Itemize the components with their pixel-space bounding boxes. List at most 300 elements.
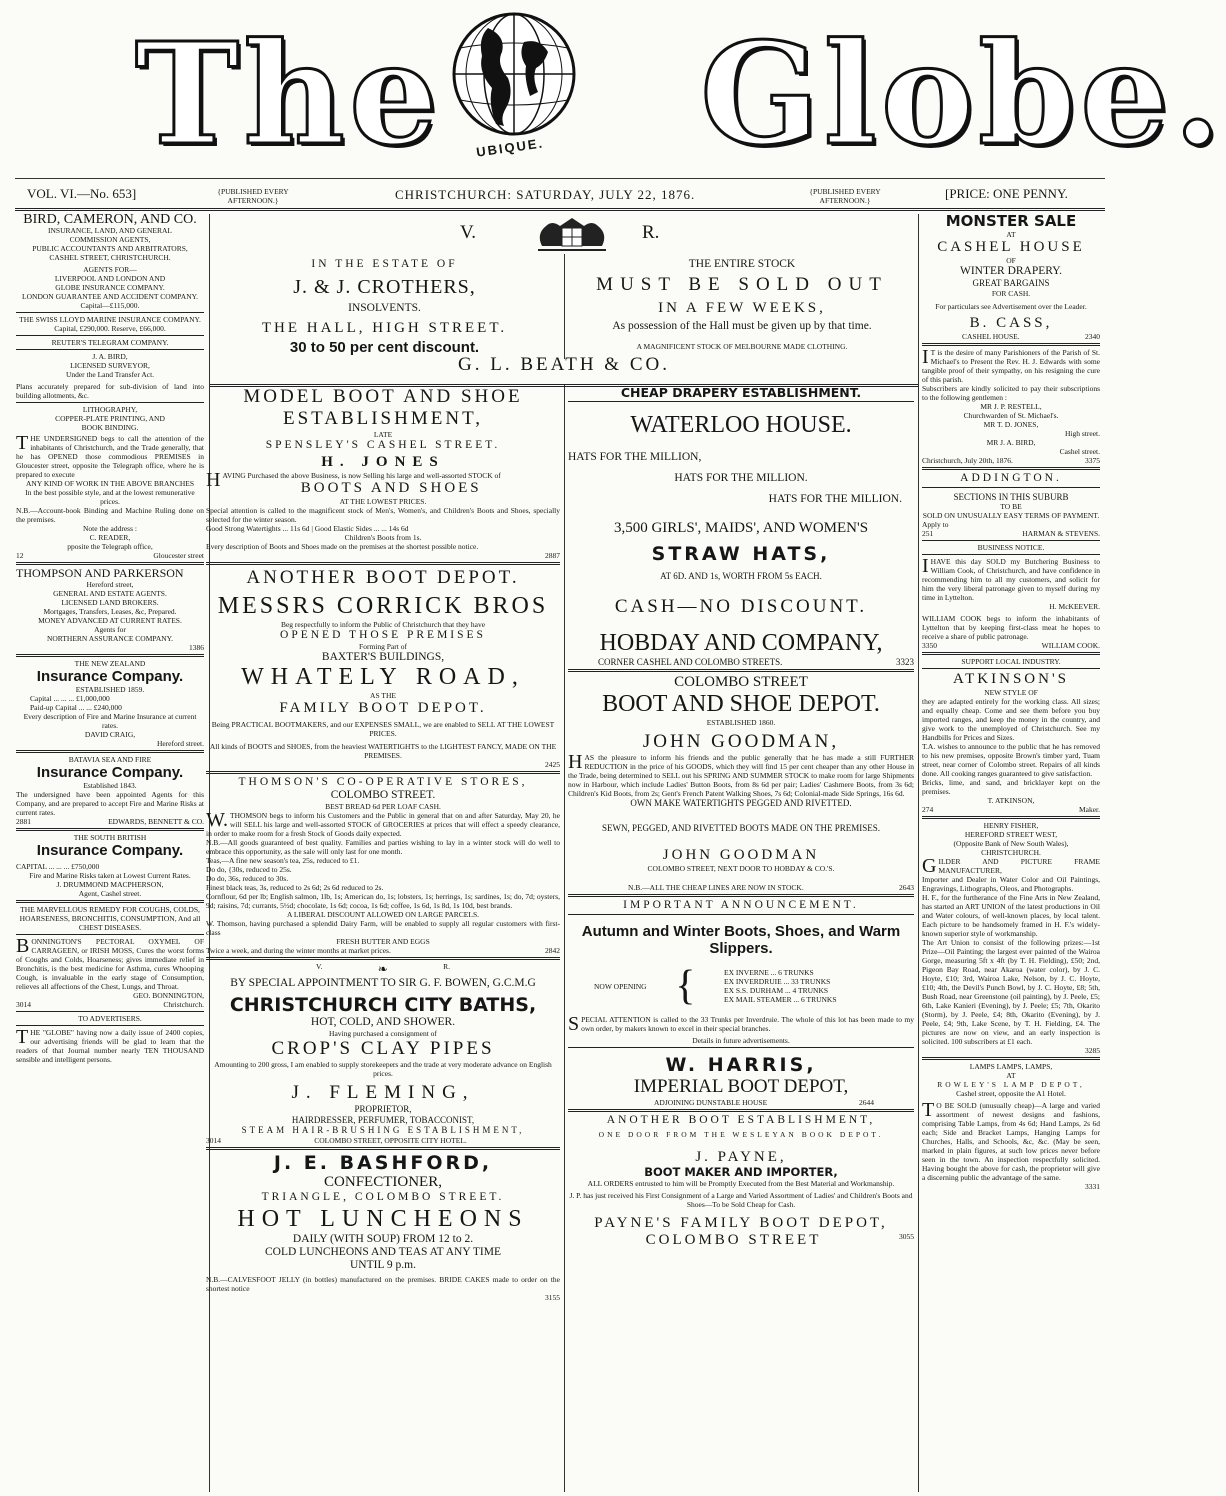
- cheap-lines-note: N.B.—ALL THE CHEAP LINES ARE NOW IN STOCK.: [628, 883, 804, 892]
- christchurch-date: Christchurch, July 20th, 1876.: [922, 455, 1013, 465]
- divider: [16, 750, 204, 753]
- all-kinds-boots: All kinds of BOOTS and SHOES, from the heaviest WATERTIGHTS to the LIGHTEST FANCY, MADE ON THE PREMISES.: [209, 742, 557, 760]
- ad-number: 251: [922, 529, 934, 538]
- at-label-2: AT: [1006, 1071, 1016, 1080]
- thomson-footer: [206, 946, 560, 955]
- column-1: [16, 213, 204, 1064]
- j-e-bashford: J. E. BASHFORD,: [273, 1151, 493, 1174]
- late-label: LATE: [373, 430, 393, 439]
- vr-v: V.: [316, 962, 323, 971]
- divider: [206, 1147, 560, 1150]
- jp-has-received: J. P. has just received his First Consignment of a Large and Varied Assortment of Ladies' and Children's Boots and Shoes—To be Sold Cheap for Cash.: [569, 1191, 913, 1209]
- colombo-street-heading: COLOMBO STREET: [674, 674, 808, 690]
- money-advanced: MONEY ADVANCED AT CURRENT RATES.: [38, 616, 182, 625]
- beath-and-co: G. L. BEATH & CO.: [458, 354, 670, 375]
- swiss-lloyd: THE SWISS LLOYD MARINE INSURANCE COMPANY.: [19, 315, 201, 324]
- adjoining-dunstable: ADJOINING DUNSTABLE HOUSE: [654, 1098, 768, 1107]
- special-attention: Special attention is called to the magnificent stock of Men's, Women's, and Children's Boots and Shoes, specially selected for the winter season.: [206, 506, 560, 524]
- ad-number: 3014: [16, 1000, 31, 1009]
- divider: [568, 1109, 914, 1112]
- sewn-pegged: SEWN, PEGGED, AND RIVETTED BOOTS MADE ON THE PREMISES.: [601, 822, 881, 833]
- family-boot-depot: FAMILY BOOT DEPOT.: [279, 700, 487, 716]
- dateline: [15, 181, 1105, 207]
- to-advertisers: TO ADVERTISERS.: [78, 1014, 142, 1023]
- to-be: TO BE: [1000, 502, 1022, 511]
- now-opening: NOW OPENING: [594, 981, 647, 991]
- divider: [922, 1057, 1100, 1060]
- mortgages: Mortgages, Transfers, Leases, &c, Prepared.: [43, 607, 177, 616]
- entire-stock: THE ENTIRE STOCK: [688, 258, 796, 270]
- cashel-house-2: CASHEL HOUSE.: [962, 331, 1020, 341]
- triangle-colombo: TRIANGLE, COLOMBO STREET.: [261, 1190, 505, 1203]
- bonnington-footer: [16, 1000, 204, 1009]
- divider: [922, 467, 1100, 470]
- cornflour-list: Cornflour, 6d per lb; English salmon, 1lb, 1s; American do, 1s; lobsters, 1s; herrings, 1s; sardines, 1s; do, 7d; oysters, 9d; raisins, 7d; currants, 5½d; chocolate, 1s 6d; cocoa, 1s 6d; coffee, 1s 6d, 1s 8d, 1s 10d, best brands.: [206, 892, 560, 910]
- divider: [16, 828, 204, 831]
- another-boot-establishment: ANOTHER BOOT ESTABLISHMENT,: [606, 1114, 876, 1126]
- ad-number: 2644: [859, 1098, 874, 1107]
- trunk-line: EX S.S. DURHAM ... 4 TRUNKS: [724, 986, 829, 995]
- mckeever-sign: H. McKEEVER.: [1049, 602, 1100, 611]
- column-rule-3: [918, 214, 919, 1492]
- melbourne-clothing: A MAGNIFICENT STOCK OF MELBOURNE MADE CLOTHING.: [636, 342, 848, 351]
- one-door-wesleyan: ONE DOOR FROM THE WESLEYAN BOOK DEPOT.: [598, 1130, 884, 1139]
- atkinsons: ATKINSON'S: [952, 671, 1070, 687]
- divider: [206, 562, 560, 565]
- ad-number: 1386: [189, 643, 204, 652]
- churchwarden: Churchwarden of St. Michael's.: [963, 410, 1059, 420]
- hats-line-1: HATS FOR THE MILLION,: [568, 451, 702, 463]
- having-purchased: Having purchased a consignment of: [329, 1029, 437, 1038]
- maker: Maker.: [1078, 805, 1100, 814]
- edwards-bennett: EDWARDS, BENNETT & CO.: [108, 817, 204, 826]
- licensed-brokers: LICENSED LAND BROKERS.: [61, 598, 159, 607]
- teas-do-2: Do do, 36s, reduced to 30s.: [206, 874, 289, 883]
- john-goodman: JOHN GOODMAN,: [642, 731, 840, 752]
- st-michaels-text: IT is the desire of many Parishioners of the Parish of St. Michael's to Present the Rev. H. J. Edwards with some tangible proof of their sympathy, on his resigning the cure of this parish.: [922, 345, 1100, 384]
- b-cass: B. CASS,: [969, 314, 1053, 331]
- geo-bonnington: GEO. BONNINGTON,: [133, 991, 204, 1000]
- hairdresser: HAIRDRESSER, PERFUMER, TOBACCONIST,: [291, 1114, 475, 1125]
- agents-for-northern: Agents for: [94, 625, 126, 634]
- william-cook-sign: WILLIAM COOK.: [1041, 641, 1100, 650]
- must-be-sold-out: MUST BE SOLD OUT: [596, 274, 888, 295]
- divider: [568, 894, 914, 897]
- divider: [568, 401, 914, 402]
- waterloo-house: WATERLOO HOUSE.: [630, 412, 852, 438]
- bird-line-2: COMMISSION AGENTS,: [69, 235, 151, 244]
- ad-number: 3055: [898, 1232, 914, 1241]
- td-jones: MR T. D. JONES,: [983, 419, 1039, 429]
- lithography: LITHOGRAPHY,: [82, 405, 138, 414]
- colombo-street-payne: COLOMBO STREET: [645, 1232, 822, 1248]
- ad-number: 2425: [545, 760, 560, 769]
- marvellous-remedy: THE MARVELLOUS REMEDY FOR COUGHS, COLDS, HOARSENESS, BRONCHITIS, CONSUMPTION, And all CHEST DISEASES.: [19, 905, 201, 932]
- john-goodman-2: JOHN GOODMAN: [662, 847, 820, 863]
- discount-line: 30 to 50 per cent discount.: [289, 339, 480, 356]
- ad-number: 2643: [899, 883, 914, 892]
- rowleys-lamp-depot: ROWLEY'S LAMP DEPOT,: [937, 1080, 1085, 1089]
- agents-line-3: LONDON GUARANTEE AND ACCIDENT COMPANY.: [22, 292, 198, 301]
- particulars: For particulars see Advertisement over the Leader.: [935, 301, 1087, 311]
- gloucester-street: Gloucester street: [153, 551, 204, 560]
- reuters-telegram: REUTER'S TELEGRAM COMPANY.: [51, 338, 169, 347]
- any-kind-work: ANY KIND OF WORK IN THE ABOVE BRANCHES: [26, 479, 194, 488]
- trunk-line: EX INVERDRUIE ... 33 TRUNKS: [724, 977, 831, 986]
- j-fleming: J. FLEMING,: [291, 1082, 475, 1103]
- calvesfoot-jelly: N.B.—CALVESFOOT JELLY (in bottles) manufactured on the premises. BRIDE CAKES made to order on the shortest notice: [206, 1274, 560, 1293]
- important-announcement: IMPORTANT ANNOUNCEMENT.: [623, 899, 859, 911]
- divider: [922, 554, 1100, 555]
- divider: [16, 1025, 204, 1026]
- published-left: {PUBLISHED EVERY AFTERNOON.}: [217, 187, 289, 205]
- ad-number: 3014: [206, 1135, 221, 1145]
- at-6d: AT 6D. AND 1s, WORTH FROM 5s EACH.: [660, 571, 822, 581]
- cashel-house: CASHEL HOUSE: [937, 239, 1085, 255]
- bird-cameron-title: BIRD, CAMERON, AND CO.: [23, 212, 197, 227]
- boot-and-shoe-depot: BOOT AND SHOE DEPOT.: [602, 691, 880, 717]
- vr-r: R.: [642, 222, 660, 243]
- girls-maids-women: 3,500 GIRLS', MAIDS', AND WOMEN'S: [613, 520, 869, 536]
- plans-text: Plans accurately prepared for sub-division of land into building allotments, &c.: [16, 382, 204, 400]
- masthead-word-globe: Globe.: [700, 13, 1226, 177]
- agents-line-4: Capital—£115,000.: [80, 301, 140, 310]
- column-3: [568, 386, 914, 1249]
- dateline-place-date: CHRISTCHURCH: SATURDAY, JULY 22, 1876.: [395, 187, 696, 202]
- the-hall-high-street: THE HALL, HIGH STREET.: [261, 320, 508, 336]
- hf-text: H. F., for the furtherance of the Fine Arts in New Zealand, has started an ART UNION of the latest productions in Oil and Water colours, of well-known places, by local talent. Each picture to be handsomely framed in H. F.'s widely-known superior style of workmanship.: [922, 893, 1100, 938]
- south-british-label: THE SOUTH BRITISH: [73, 833, 147, 842]
- established-1843: Established 1843.: [83, 781, 137, 790]
- column-4: [922, 213, 1100, 1191]
- boots-and-shoes: BOOTS AND SHOES: [300, 480, 482, 496]
- of-label: OF: [1006, 256, 1016, 265]
- established-1859: ESTABLISHED 1859.: [75, 685, 145, 694]
- ad-number: 2842: [545, 946, 560, 955]
- goodman-text: HAS the pleasure to inform his friends and the public generally that he has made a still FURTHER REDUCTION in the price of his GOODS, which they will find 15 per cent cheaper than any other House in the Trade, being determined to SELL out his SPRING AND SUMMER STOCK to make room for large Shipments now in Harbour, which include Ladies' Button Boots, from 8s 6d per pair; Ladies' Cashmere Boots, from 3s 6d; Children's Kid Boots, from 2s; Gent's French Patent Walking Shoes, 7s 6d; Colonial-made Side Springs, 16s 6d.: [568, 751, 914, 798]
- winter-drapery: WINTER DRAPERY.: [959, 265, 1063, 277]
- masthead-motto: UBIQUE.: [475, 135, 545, 160]
- divider: [568, 914, 914, 915]
- bricks-text: Bricks, lime, and sand, and bricklayer kept on the premises.: [922, 778, 1100, 796]
- good-strong: Good Strong Watertights ... 11s 6d | Good Elastic Sides ... ... 14s 6d: [206, 524, 409, 533]
- undersigned-text: THE UNDERSIGNED begs to call the attention of the inhabitants of Christchurch, and the Trade generally, that he has OPENED those commodious PREMISES in Gloucester street, opposite the Telegraph office, where he is prepared to execute: [16, 432, 204, 479]
- childrens-boots: Children's Boots from 1s.: [344, 533, 422, 542]
- until-9pm: UNTIL 9 p.m.: [349, 1258, 416, 1271]
- vr-v: V.: [460, 222, 477, 243]
- trunks-list: [724, 968, 914, 1004]
- ad-number: 2887: [545, 551, 560, 560]
- amounting: Amounting to 200 gross, I am enabled to supply storekeepers and the trade at very moderate advance on English prices.: [214, 1060, 552, 1078]
- dateline-rule-top: [15, 178, 1105, 179]
- batavia-label: BATAVIA SEA AND FIRE: [68, 755, 152, 764]
- ad-number: 3375: [1085, 455, 1100, 465]
- in-the-estate: IN THE ESTATE OF: [311, 258, 458, 270]
- ad-number: 12: [16, 551, 24, 560]
- divider: [922, 652, 1100, 655]
- batavia-footer: [16, 817, 204, 826]
- importer-text: Importer and Dealer in Water Color and Oil Paintings, Engravings, Lithographs, Oleos, and Photographs.: [922, 875, 1100, 893]
- great-bargains: GREAT BARGAINS: [972, 278, 1050, 288]
- next-door-hobday: COLOMBO STREET, NEXT DOOR TO HOBDAY & CO.'S.: [647, 864, 835, 873]
- divider: [568, 1047, 914, 1048]
- hereford-street: Hereford street,: [86, 580, 134, 589]
- mckeever-text: IHAVE this day SOLD my Butchering Business to William Cook, of Christchurch, and have confidence in recommending him to all my customers, and solicit for him the very liberal patronage given to myself during my time in Lyttelton.: [922, 555, 1100, 602]
- masthead-word-the: The: [135, 13, 443, 177]
- lamps-heading: LAMPS LAMPS, LAMPS,: [969, 1062, 1053, 1071]
- hot-cold-shower: HOT, COLD, AND SHOWER.: [310, 1016, 456, 1028]
- divider: [568, 669, 914, 672]
- masthead: [0, 0, 1226, 178]
- proprietor: PROPRIETOR,: [354, 1104, 412, 1114]
- another-boot-depot: ANOTHER BOOT DEPOT.: [246, 567, 520, 588]
- christchurch: Christchurch.: [163, 1000, 204, 1009]
- sections-suburb: SECTIONS IN THIS SUBURB: [953, 491, 1069, 502]
- agents-line-1: LIVERPOOL AND LONDON AND: [54, 274, 166, 283]
- volume-number: VOL. VI.—No. 653]: [27, 186, 137, 201]
- trunk-line: EX MAIL STEAMER ... 6 TRUNKS: [724, 995, 837, 1004]
- book-binding: BOOK BINDING.: [81, 423, 139, 432]
- hot-luncheons: HOT LUNCHEONS: [237, 1205, 529, 1232]
- batavia-text: The undersigned have been appointed Agents for this Company, and are prepared to accept Fire and Marine Risks at current rates.: [16, 790, 204, 817]
- land-transfer: Under the Land Transfer Act.: [65, 370, 155, 379]
- liberal-discount: A LIBERAL DISCOUNT ALLOWED ON LARGE PARCELS.: [286, 910, 480, 919]
- j-payne: J. PAYNE,: [695, 1149, 787, 1165]
- insolvents: INSOLVENTS.: [348, 302, 421, 314]
- crothers-name: J. & J. CROTHERS,: [293, 276, 476, 298]
- brace-icon: {: [675, 963, 696, 1009]
- colombo-street: COLOMBO STREET.: [330, 789, 436, 801]
- new-zealand-label: THE NEW ZEALAND: [74, 659, 146, 668]
- david-craig: DAVID CRAIG,: [84, 730, 136, 739]
- in-a-few-weeks: IN A FEW WEEKS,: [658, 300, 826, 316]
- bonnington-text: BONNINGTON'S PECTORAL OXYMEL OF CARRAGEEN, or IRISH MOSS, Cures the worst forms of Coughs and Colds, Hoarseness; gives immediate relief in Bronchitis, is the best medicine for Asthma, cures Whooping Cough, is invaluable in the early stage of Consumption, relieves all affections of the Chest, Lungs, and Throat.: [16, 935, 204, 991]
- vr-r: R.: [443, 962, 450, 971]
- licensed-surveyor: LICENSED SURVEYOR,: [70, 361, 150, 370]
- paid-up-line: Paid-up Capital ... ... £240,000: [30, 703, 122, 712]
- divider: [16, 654, 204, 657]
- agent-cashel: Agent, Cashel street.: [78, 889, 142, 898]
- model-boot-heading: MODEL BOOT AND SHOE: [243, 386, 523, 407]
- baxters-buildings: BAXTER'S BUILDINGS,: [321, 651, 445, 663]
- beg-respectfully: Beg respectfully to inform the Public of Christchurch that they have: [280, 620, 486, 629]
- support-local: SUPPORT LOCAL INDUSTRY.: [961, 657, 1061, 666]
- insurance-company-heading: Insurance Company.: [36, 842, 184, 859]
- agents-for-label: AGENTS FOR—: [83, 265, 137, 274]
- atkinson-text: they are adapted entirely for the working class. All sizes; and equally cheap. Come and see them before you buy imported ranges, and keep the money in the country, and give work to the unemployed of Christchurch. See my Handbills for Prices and Sizes.: [922, 697, 1100, 742]
- fire-marine: Fire and Marine Risks taken at Lowest Current Rates.: [29, 871, 191, 880]
- teas-do-1: Do do, {30s, reduced to 25s.: [206, 865, 292, 874]
- trunks-row: [568, 965, 914, 1007]
- forming-part: Forming Part of: [359, 642, 407, 651]
- globe-advert: THE "GLOBE" having now a daily issue of 2400 copies, our advertising friends will be glad to learn that the readers of that Journal number nearly TEN THOUSAND sensible and intelligent persons.: [16, 1026, 204, 1064]
- fleming-footer: [206, 1136, 560, 1145]
- establishment-heading: ESTABLISHMENT,: [282, 408, 484, 429]
- lowest-prices: AT THE LOWEST PRICES.: [339, 497, 427, 506]
- fresh-butter: FRESH BUTTER AND EGGS: [336, 937, 430, 946]
- divider: [206, 957, 560, 960]
- ad-number: 3155: [545, 1292, 560, 1302]
- opposite-telegraph: pposite the Telegraph office,: [67, 542, 153, 551]
- corner-cashel: CORNER CASHEL AND COLOMBO STREETS.: [598, 656, 783, 667]
- as-the: AS THE: [370, 691, 396, 700]
- jones-having: HAVING Purchased the above Business, is now Selling his large and well-assorted STOCK of: [206, 469, 501, 491]
- cashel-opposite-a1: Cashel street, opposite the A1 Hotel.: [956, 1089, 1066, 1098]
- monster-sale: MONSTER SALE: [945, 212, 1077, 230]
- capital-750: CAPITAL ... ... ... £750,000: [16, 862, 100, 871]
- t-atkinson: T. ATKINSON,: [987, 796, 1035, 805]
- possession-line: As possession of the Hall must be given up by that time.: [612, 320, 872, 332]
- harman-footer: [922, 529, 1100, 538]
- thomsons-stores: THOMSON'S CO-OPERATIVE STORES,: [238, 776, 528, 788]
- ta-text: T.A. wishes to announce to the public that he has removed to his new premises, opposite Brown's timber yard, Tuam street, near corner of Colombo street. Repairs of all kinds done. All cooking ranges guaranteed to give satisfaction.: [922, 742, 1100, 778]
- divider: [922, 668, 1100, 669]
- practical-bootmakers: Being PRACTICAL BOOTMAKERS, and our EXPENSES SMALL, we are enabled to SELL AT THE LOWEST PRICES.: [211, 720, 555, 738]
- finest-black-teas: Finest black teas, 3s, reduced to 2s 6d; 2s 6d reduced to 2s.: [206, 883, 384, 892]
- payne-footer: [568, 1232, 914, 1249]
- special-appointment: BY SPECIAL APPOINTMENT TO SIR G. F. BOWEN, G.C.M.G: [230, 977, 536, 989]
- c-reader: C. READER,: [89, 533, 131, 542]
- column-2: [206, 386, 560, 1302]
- divider: [16, 934, 204, 935]
- divider: [16, 312, 204, 313]
- william-cook-text: WILLIAM COOK begs to inform the inhabitants of Lyttelton that by keeping first-class meat he hopes to receive a share of public patronage.: [922, 614, 1100, 641]
- boot-maker-importer: BOOT MAKER AND IMPORTER,: [644, 1165, 838, 1179]
- column-rule-2: [564, 385, 565, 1492]
- split-rule: [564, 254, 565, 359]
- special-attention-trunks: SPECIAL ATTENTION is called to the 33 Trunks per Inverdruie. The whole of this lot has been made to my own order, by makers known to excel in their special branches.: [568, 1013, 914, 1035]
- vr-crest-row: [206, 962, 560, 977]
- hats-line-2: HATS FOR THE MILLION.: [674, 472, 808, 484]
- thomson-nb: N.B.—All goods guaranteed of best quality. Families and parties wishing to lay in a winter stock will do well to embrace this opportunity, as the sale will only last for one month.: [206, 838, 560, 856]
- divider: [922, 540, 1100, 541]
- northern-assurance: NORTHERN ASSURANCE COMPANY.: [46, 634, 174, 643]
- colombo-opposite: COLOMBO STREET, OPPOSITE CITY HOTEL.: [314, 1135, 467, 1145]
- divider: [16, 335, 204, 336]
- price: [PRICE: ONE PENNY.: [945, 186, 1068, 201]
- trunk-line: EX INVERNE ... 6 TRUNKS: [724, 968, 814, 977]
- globe-icon: [448, 8, 580, 158]
- copper-plate: COPPER-PLATE PRINTING, AND: [55, 414, 165, 423]
- subscribers: Subscribers are kindly solicited to pay their subscriptions to the following gentlemen :: [922, 383, 1100, 402]
- harman-stevens: HARMAN & STEVENS.: [1022, 529, 1100, 538]
- ad-number: 3350: [922, 641, 937, 650]
- cashel-street: Cashel street.: [1059, 446, 1100, 456]
- christchurch-2: CHRISTCHURCH.: [981, 848, 1041, 857]
- best-bread: BEST BREAD 6d PER LOAF CASH.: [325, 802, 441, 811]
- whately-road: WHATELY ROAD,: [241, 664, 525, 690]
- insurance-company-heading: Insurance Company.: [36, 764, 184, 781]
- goodman-footer: [568, 883, 914, 892]
- daily-with-soup: DAILY (WITH SOUP) FROM 12 to 2.: [292, 1232, 474, 1245]
- confectioner: CONFECTIONER,: [324, 1173, 442, 1190]
- business-notice: BUSINESS NOTICE.: [977, 543, 1045, 552]
- w-harris: W. HARRIS,: [665, 1054, 817, 1076]
- cook-footer: [922, 641, 1100, 650]
- bird-line-3: PUBLIC ACCOUNTANTS AND ARBITRATORS,: [32, 244, 188, 253]
- autumn-winter-boots: Autumn and Winter Boots, Shoes, and Warm Slippers.: [581, 923, 901, 957]
- thompson-parkerson: THOMPSON AND PARKERSON: [16, 566, 184, 580]
- ja-bird: J. A. BIRD,: [92, 352, 128, 361]
- h-jones: H. JONES: [321, 454, 445, 470]
- michaels-footer: [922, 456, 1100, 465]
- steam-hair-brushing: STEAM HAIR-BRUSHING ESTABLISHMENT,: [241, 1125, 525, 1135]
- dairy-farm: W. Thomson, having purchased a splendid Dairy Farm, will be enabled to supply all regular customers with first-class: [206, 919, 560, 937]
- city-baths: CHRISTCHURCH CITY BATHS,: [229, 994, 537, 1016]
- note-address: Note the address :: [83, 524, 137, 533]
- gilder-heading: GILDER AND PICTURE FRAME MANUFACTURER,: [922, 855, 1100, 877]
- drummond-macpherson: J. DRUMMOND MACPHERSON,: [56, 880, 164, 889]
- crest-icon: ❧: [377, 962, 388, 976]
- general-estate: GENERAL AND ESTATE AGENTS.: [53, 589, 167, 598]
- divider: [922, 487, 1100, 488]
- ad-number: 2340: [1085, 331, 1100, 341]
- sold-easy-terms: SOLD ON UNUSUALLY EASY TERMS OF PAYMENT.: [922, 511, 1100, 520]
- twice-a-week: Twice a week, and during the winter months at market prices.: [206, 946, 391, 955]
- details-future: Details in future advertisements.: [692, 1036, 790, 1045]
- teas-line: Teas,—A fine new season's tea, 25s, reduced to £1.: [206, 856, 360, 865]
- all-orders: ALL ORDERS entrusted to him will be Promptly Executed from the Best Material and Workmanship.: [587, 1179, 895, 1188]
- cass-footer: [922, 332, 1100, 341]
- reader-footer: [16, 551, 204, 560]
- hobday-footer: [568, 657, 914, 668]
- lamps-text: TO BE SOLD (unusually cheap)—A large and varied assortment of newest designs and fashions, comprising Table Lamps, from 4s 6d; Hand Lamps, 2s 6d each; Side and Bracket Lamps, Hanging Lamps for Churches, Halls, and Schools, &c, &c. (May be seen, marked in plain figures, at such low prices never before seen in the town. An inspection respectfully solicited. Having bought the above for cash, the proprietor will give a discerning public the advantage of the same.: [922, 1099, 1100, 1182]
- restell: MR J. P. RESTELL,: [980, 401, 1042, 411]
- crothers-sale-ad: [212, 214, 916, 384]
- ad-number: 3285: [1085, 1046, 1100, 1055]
- ad-number: 274: [922, 805, 934, 814]
- divider: [16, 349, 204, 350]
- divider: [16, 402, 204, 403]
- hereford-street-2: Hereford street.: [156, 739, 204, 748]
- hobday-company: HOBDAY AND COMPANY,: [599, 629, 883, 656]
- spensley-cashel: SPENSLEY'S CASHEL STREET.: [265, 439, 501, 451]
- own-make: OWN MAKE WATERTIGHTS PEGGED AND RIVETTED.: [630, 798, 852, 808]
- at-label: AT: [1006, 230, 1016, 239]
- art-union-text: The Art Union to consist of the following prizes:—1st Prize—Oil Painting; the largest ever painted of the Wairoa Gorge, measuring 5ft x 4ft (by T. H. Fielding), £50; 2nd, Pigeon Bay Road, near Akaroa (water color), by J. C. Hoyte, £10; 3rd, Wairoa Lake, Nelson, by J. C. Hoyte, £10; 4th, the Devil's Punch Bowl, by J. C. Hoyte, £8; 5th, Bush Road, near Greenstone (oil painting), by J. Peele, £5; 6th, Lake Kanieri (Evening), by J. Peele; £5; 7th, Okarito (Storm), by J. Peele, £4; 8th, Okarito (Evening), by J. Peele, £4; 9th, Lake Scene, by T. H. Fielding, £4. The pictures are now on view, and an early inspection is solicited. 100 subscribers at £1 each.: [922, 938, 1100, 1046]
- harris-footer: [568, 1098, 914, 1107]
- thomson-text: W.THOMSON begs to inform his Customers and the Public in general that on and after Saturday, May 20, he will SELL his large and well-assorted STOCK of GROCERIES at prices that will effect a speedy clearance, in order to make room for a fresh Stock of Goods daily expected.: [206, 809, 560, 838]
- henry-fisher: HENRY FISHER,: [983, 821, 1039, 830]
- paynes-family: PAYNE'S FAMILY BOOT DEPOT,: [594, 1215, 888, 1231]
- every-description: Every description of Fire and Marine Insurance at current rates.: [23, 712, 197, 730]
- capital-line: Capital ... ... ... £1,000,000: [30, 694, 110, 703]
- ja-bird-col4: MR J. A. BIRD,: [986, 437, 1036, 447]
- established-1860: ESTABLISHED 1860.: [706, 718, 776, 727]
- divider: [922, 816, 1100, 819]
- crops-clay-pipes: CROP'S CLAY PIPES: [271, 1038, 495, 1059]
- cash-no-discount: CASH—NO DISCOUNT.: [614, 595, 868, 617]
- hats-line-3: HATS FOR THE MILLION.: [768, 493, 902, 505]
- straw-hats: STRAW HATS,: [651, 543, 831, 565]
- insurance-company-heading: Insurance Company.: [36, 668, 184, 685]
- imperial-boot-depot: IMPERIAL BOOT DEPOT,: [633, 1076, 849, 1097]
- corrick-bros: MESSRS CORRICK BROS: [217, 593, 549, 619]
- ad-number: 3331: [1085, 1182, 1100, 1191]
- cold-luncheons: COLD LUNCHEONS AND TEAS AT ANY TIME: [265, 1245, 501, 1258]
- dateline-rule-bottom: [15, 208, 1105, 211]
- swiss-capital: Capital, £290,000. Reserve, £66,000.: [54, 324, 166, 333]
- new-style-of: NEW STYLE OF: [984, 688, 1038, 697]
- every-description-boots: Every description of Boots and Shoes made on the premises at the shortest possible notice.: [206, 542, 479, 551]
- divider: [16, 1011, 204, 1012]
- royal-arms-icon: [532, 216, 612, 254]
- opened-premises: OPENED THOSE PREMISES: [280, 629, 486, 641]
- account-book-note: N.B.—Account-book Binding and Machine Ruling done on the premises.: [16, 506, 204, 524]
- divider: [922, 343, 1100, 346]
- opposite-bank: (Opposite Bank of New South Wales),: [953, 839, 1069, 848]
- ad-number: 2881: [16, 817, 31, 826]
